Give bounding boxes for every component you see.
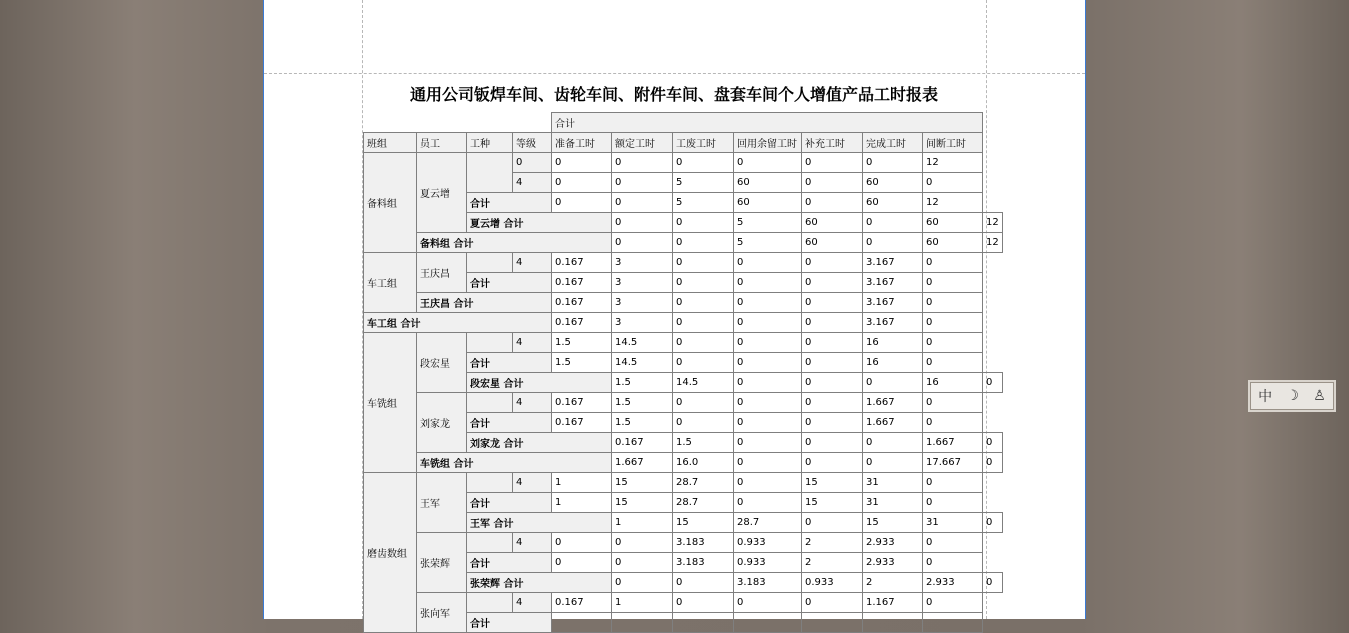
value-cell: 0 (923, 333, 983, 353)
col-header: 额定工时 (612, 133, 673, 153)
value-cell: 0 (612, 213, 673, 233)
value-cell: 0.167 (552, 293, 612, 313)
value-cell: 0 (612, 193, 673, 213)
value-cell: 1.5 (552, 333, 612, 353)
value-cell: 0 (802, 373, 863, 393)
value-cell: 28.7 (673, 493, 734, 513)
employee-cell: 夏云增 (417, 153, 467, 233)
value-cell: 0 (734, 593, 802, 613)
value-cell: 0 (734, 253, 802, 273)
value-cell: 3.167 (863, 293, 923, 313)
value-cell: 0.933 (802, 573, 863, 593)
employee-cell: 刘家龙 (417, 393, 467, 453)
group-total-label: 车铣组 合计 (417, 453, 612, 473)
value-cell: 28.7 (673, 473, 734, 493)
grade-cell: 4 (513, 333, 552, 353)
value-cell: 0 (802, 173, 863, 193)
value-cell: 0 (802, 353, 863, 373)
value-cell: 60 (802, 233, 863, 253)
value-cell: 0 (923, 273, 983, 293)
subtotal-label: 合计 (467, 353, 552, 373)
col-header: 工废工时 (673, 133, 734, 153)
employee-total-label: 夏云增 合计 (467, 213, 612, 233)
value-cell: 31 (863, 473, 923, 493)
total-header: 合计 (552, 113, 983, 133)
value-cell: 0 (734, 413, 802, 433)
table-row (364, 453, 1003, 473)
value-cell (802, 613, 863, 633)
value-cell: 12 (923, 153, 983, 173)
value-cell: 0 (734, 153, 802, 173)
value-cell: 0 (612, 573, 673, 593)
value-cell: 0 (923, 353, 983, 373)
grade-cell: 4 (513, 253, 552, 273)
value-cell: 0 (734, 493, 802, 513)
value-cell: 0 (802, 513, 863, 533)
value-cell: 14.5 (612, 353, 673, 373)
value-cell: 0 (552, 153, 612, 173)
trade-cell (467, 393, 513, 413)
value-cell: 0 (923, 173, 983, 193)
subtotal-label: 合计 (467, 613, 552, 633)
group-total-label: 备料组 合计 (417, 233, 612, 253)
value-cell (863, 613, 923, 633)
value-cell: 1.5 (612, 413, 673, 433)
value-cell: 0.167 (612, 433, 673, 453)
value-cell: 0 (612, 153, 673, 173)
value-cell: 0 (673, 393, 734, 413)
group-cell: 车工组 (364, 253, 417, 313)
value-cell: 17.667 (923, 453, 983, 473)
value-cell: 60 (734, 193, 802, 213)
value-cell: 15 (612, 493, 673, 513)
value-cell: 2 (863, 573, 923, 593)
value-cell: 0 (673, 153, 734, 173)
value-cell: 0 (923, 553, 983, 573)
value-cell: 14.5 (612, 333, 673, 353)
value-cell: 0 (673, 353, 734, 373)
value-cell: 0 (612, 533, 673, 553)
value-cell: 5 (734, 213, 802, 233)
value-cell: 5 (734, 233, 802, 253)
value-cell: 0 (923, 413, 983, 433)
employee-cell: 张荣辉 (417, 533, 467, 593)
trade-cell (467, 593, 513, 613)
value-cell: 12 (923, 193, 983, 213)
value-cell: 0 (863, 433, 923, 453)
table-row (364, 153, 1003, 173)
grade-cell: 0 (513, 153, 552, 173)
employee-cell: 段宏星 (417, 333, 467, 393)
value-cell: 0 (802, 433, 863, 453)
subtotal-label: 合计 (467, 273, 552, 293)
page-margin-guide-top (264, 73, 1085, 74)
value-cell: 0 (863, 213, 923, 233)
report-title: 通用公司钣焊车间、齿轮车间、附件车间、盘套车间个人增值产品工时报表 (409, 85, 938, 104)
value-cell (923, 613, 983, 633)
value-cell: 1.667 (612, 453, 673, 473)
value-cell: 0 (923, 293, 983, 313)
value-cell: 0 (673, 573, 734, 593)
value-cell: 60 (923, 233, 983, 253)
value-cell: 0 (673, 273, 734, 293)
employee-total-label: 张荣辉 合计 (467, 573, 612, 593)
trade-cell (467, 333, 513, 353)
value-cell: 0 (802, 193, 863, 213)
value-cell: 0 (802, 153, 863, 173)
value-cell: 0 (552, 553, 612, 573)
col-header: 间断工时 (923, 133, 983, 153)
value-cell: 0 (863, 233, 923, 253)
value-cell: 0 (923, 593, 983, 613)
subtotal-label: 合计 (467, 493, 552, 513)
value-cell: 0 (983, 513, 1003, 533)
employee-total-label: 段宏星 合计 (467, 373, 612, 393)
employee-total-label: 刘家龙 合计 (467, 433, 612, 453)
header-top-row (364, 113, 1003, 133)
value-cell: 3.183 (734, 573, 802, 593)
table-row (364, 253, 1003, 273)
ime-moon-icon[interactable]: ☽ (1286, 388, 1299, 404)
value-cell: 0 (923, 313, 983, 333)
value-cell: 0 (673, 313, 734, 333)
ime-user-icon[interactable]: ♙ (1313, 388, 1326, 404)
value-cell: 0 (802, 253, 863, 273)
group-cell: 车铣组 (364, 333, 417, 473)
value-cell: 1 (552, 473, 612, 493)
value-cell: 0.167 (552, 393, 612, 413)
value-cell: 3.167 (863, 313, 923, 333)
value-cell: 31 (863, 493, 923, 513)
report-table (363, 112, 1003, 633)
value-cell: 0 (552, 533, 612, 553)
col-header: 回用余留工时 (734, 133, 802, 153)
value-cell: 0 (802, 393, 863, 413)
value-cell: 16.0 (673, 453, 734, 473)
value-cell: 0 (673, 293, 734, 313)
value-cell: 0 (552, 193, 612, 213)
table-row (364, 593, 1003, 613)
value-cell: 0 (802, 453, 863, 473)
value-cell: 0 (802, 293, 863, 313)
value-cell: 3 (612, 273, 673, 293)
table-row (364, 313, 1003, 333)
value-cell: 0 (734, 373, 802, 393)
value-cell: 3.167 (863, 253, 923, 273)
value-cell: 0 (983, 433, 1003, 453)
value-cell: 16 (863, 333, 923, 353)
value-cell: 1 (552, 493, 612, 513)
value-cell: 0.933 (734, 553, 802, 573)
table-row (364, 393, 1003, 413)
group-cell: 备料组 (364, 153, 417, 253)
value-cell: 0.933 (734, 533, 802, 553)
value-cell: 0 (802, 413, 863, 433)
ime-toolbar[interactable] (1250, 382, 1334, 410)
value-cell: 0 (673, 333, 734, 353)
value-cell: 0 (734, 273, 802, 293)
value-cell: 14.5 (673, 373, 734, 393)
value-cell: 1.667 (923, 433, 983, 453)
value-cell: 3 (612, 253, 673, 273)
value-cell: 0 (673, 413, 734, 433)
value-cell: 0 (734, 293, 802, 313)
employee-total-label: 王军 合计 (467, 513, 612, 533)
grade-cell: 4 (513, 593, 552, 613)
group-total-label: 车工组 合计 (364, 313, 552, 333)
ime-chinese-mode-icon[interactable]: 中 (1258, 389, 1273, 405)
value-cell: 2.933 (863, 553, 923, 573)
subtotal-label: 合计 (467, 413, 552, 433)
table-row (364, 533, 1003, 553)
employee-cell: 王军 (417, 473, 467, 533)
value-cell: 0.167 (552, 413, 612, 433)
value-cell: 60 (802, 213, 863, 233)
value-cell: 0 (734, 313, 802, 333)
value-cell: 31 (923, 513, 983, 533)
employee-cell: 王庆昌 (417, 253, 467, 293)
value-cell: 0.167 (552, 253, 612, 273)
value-cell: 1.167 (863, 593, 923, 613)
value-cell: 0 (983, 453, 1003, 473)
value-cell: 0 (612, 553, 673, 573)
value-cell: 0 (673, 213, 734, 233)
value-cell: 0 (863, 373, 923, 393)
value-cell: 0 (863, 453, 923, 473)
grade-cell: 4 (513, 533, 552, 553)
col-header: 准备工时 (552, 133, 612, 153)
col-header: 补充工时 (802, 133, 863, 153)
value-cell: 3.183 (673, 533, 734, 553)
group-cell: 磨齿数组 (364, 473, 417, 633)
grade-cell: 4 (513, 173, 552, 193)
value-cell: 1.667 (863, 413, 923, 433)
value-cell: 2 (802, 553, 863, 573)
value-cell: 0 (923, 493, 983, 513)
value-cell: 0 (673, 593, 734, 613)
value-cell: 15 (802, 493, 863, 513)
table-row (364, 233, 1003, 253)
value-cell: 0 (734, 433, 802, 453)
value-cell: 3 (612, 293, 673, 313)
value-cell: 15 (802, 473, 863, 493)
value-cell: 1 (612, 593, 673, 613)
value-cell: 60 (734, 173, 802, 193)
table-row (364, 473, 1003, 493)
value-cell: 0 (983, 573, 1003, 593)
value-cell: 0 (863, 153, 923, 173)
value-cell: 0 (923, 253, 983, 273)
table-row (364, 333, 1003, 353)
value-cell: 15 (863, 513, 923, 533)
table-row (364, 293, 1003, 313)
col-header: 等级 (513, 133, 552, 153)
grade-cell: 4 (513, 393, 552, 413)
value-cell: 3.167 (863, 273, 923, 293)
value-cell: 5 (673, 173, 734, 193)
value-cell: 1.5 (552, 353, 612, 373)
value-cell: 0.167 (552, 593, 612, 613)
subtotal-label: 合计 (467, 193, 552, 213)
report-page (263, 0, 1086, 630)
value-cell: 0 (734, 353, 802, 373)
value-cell: 60 (863, 193, 923, 213)
value-cell: 0 (983, 373, 1003, 393)
col-header: 班组 (364, 133, 417, 153)
value-cell: 0 (802, 273, 863, 293)
value-cell: 15 (612, 473, 673, 493)
value-cell: 3 (612, 313, 673, 333)
value-cell: 0 (734, 393, 802, 413)
value-cell: 0 (923, 533, 983, 553)
value-cell: 0.167 (552, 313, 612, 333)
value-cell: 16 (863, 353, 923, 373)
grade-cell: 4 (513, 473, 552, 493)
value-cell: 0 (802, 333, 863, 353)
value-cell: 5 (673, 193, 734, 213)
value-cell: 1.5 (612, 373, 673, 393)
value-cell: 1.667 (863, 393, 923, 413)
col-header: 完成工时 (863, 133, 923, 153)
value-cell: 0 (734, 453, 802, 473)
value-cell: 12 (983, 213, 1003, 233)
value-cell: 2.933 (863, 533, 923, 553)
value-cell: 15 (673, 513, 734, 533)
value-cell: 16 (923, 373, 983, 393)
subtotal-label: 合计 (467, 553, 552, 573)
trade-cell (467, 473, 513, 493)
value-cell: 0 (673, 233, 734, 253)
value-cell: 1.5 (673, 433, 734, 453)
value-cell: 0 (802, 593, 863, 613)
value-cell (552, 613, 612, 633)
value-cell: 28.7 (734, 513, 802, 533)
value-cell: 0 (612, 173, 673, 193)
trade-cell (467, 533, 513, 553)
value-cell: 0 (802, 313, 863, 333)
employee-cell: 张向军 (417, 593, 467, 633)
value-cell: 1 (612, 513, 673, 533)
value-cell: 60 (923, 213, 983, 233)
col-header: 员工 (417, 133, 467, 153)
value-cell: 2 (802, 533, 863, 553)
value-cell (673, 613, 734, 633)
value-cell: 0 (923, 393, 983, 413)
value-cell: 0 (734, 473, 802, 493)
value-cell (612, 613, 673, 633)
col-header: 工种 (467, 133, 513, 153)
employee-total-label: 王庆昌 合计 (417, 293, 552, 313)
value-cell: 0 (734, 333, 802, 353)
value-cell (734, 613, 802, 633)
value-cell: 60 (863, 173, 923, 193)
report-body (364, 153, 1003, 633)
value-cell: 3.183 (673, 553, 734, 573)
value-cell: 0 (552, 173, 612, 193)
value-cell: 0 (612, 233, 673, 253)
value-cell: 12 (983, 233, 1003, 253)
trade-cell (467, 153, 513, 193)
header-row (364, 133, 1003, 153)
value-cell: 0.167 (552, 273, 612, 293)
trade-cell (467, 253, 513, 273)
value-cell: 0 (923, 473, 983, 493)
value-cell: 0 (673, 253, 734, 273)
value-cell: 2.933 (923, 573, 983, 593)
value-cell: 1.5 (612, 393, 673, 413)
